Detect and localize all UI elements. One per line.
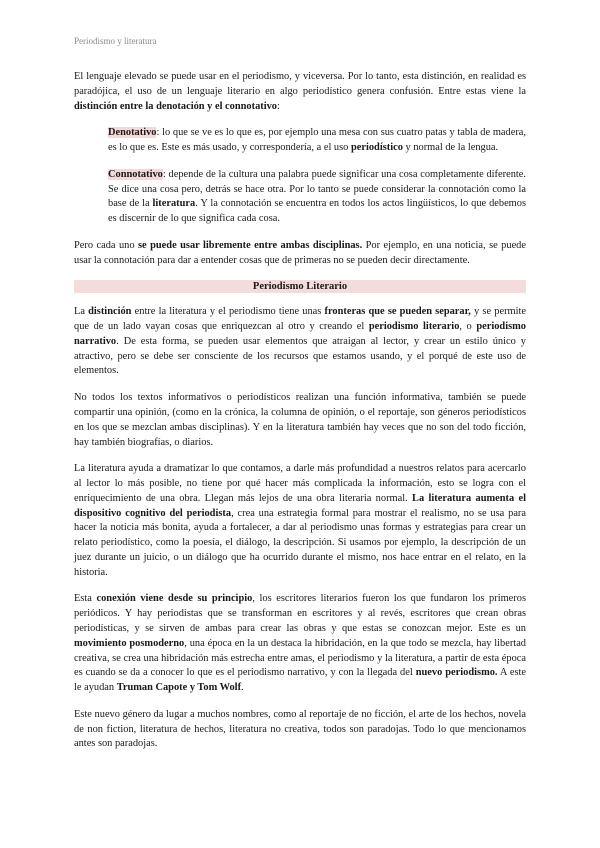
document-body <box>74 70 526 752</box>
definition-denotativo: Denotativo: lo que se ve es lo que es, por ejemplo una mesa con sus cuatro patas y tabla de madera, es lo que es. Este es más usado, y correspondería, a el uso periodístico y normal de la lengua. <box>108 127 526 154</box>
paragraph-conexion: Esta conexión viene desde su principio, los escritores literarios fueron los que fundaron los primeros periódicos. Y hay periodistas que se transforman en escritores y al revés, escritores que crean obras periodísticas, y se sirven de ambas para crear las obras y que estas se conozcan mejor. Este es un movimiento posmoderno, una época en la un destaca la hibridación, en la que todo se mezcla, hay libertad creativa, se crea una hibridación más estrecha entre amas, el periodismo y la literatura, a partir de esta época es cuando se da a conocer lo que es el periodismo narrativo, y con la llegada del nuevo periodismo. A este le ayudan Truman Capote y Tom Wolf. <box>74 593 526 694</box>
definition-connotativo: Connotativo: depende de la cultura una palabra puede significar una cosa completamente diferente. Se dice una cosa pero, detrás se hace otra. Por lo tanto se puede considerar la connotación como la base de la literatura. Y la connotación se encuentra en todos los actos lingüísticos, lo que debemos es discernir de lo que significa cada cosa. <box>108 168 526 225</box>
running-header: Periodismo y literatura <box>74 36 157 46</box>
paragraph-literatura: La literatura ayuda a dramatizar lo que contamos, a darle más profundidad a nuestros relatos para acercarlo al lector lo más posible, no tiene por qué hacer más complicada la información, esto se logra con el enriquecimiento de una obra. Llegan más lejos de una obra literaria normal. La literatura aumenta el dispositivo cognitivo del periodista, crea una estrategia formal para mostrar el realismo, no se usa para hacer la noticia más bonita, ayuda a fortalecer, a dar al periodismo unas formas y estrategias para crear un relato periodístico, como la poesía, el diálogo, la descripción. Si usamos por ejemplo, la descripción de un juez durante un juicio, o un diálogo que ha ocurrido durante el mismo, nos hace entrar en el relato, en la historia. <box>74 463 527 578</box>
paragraph-ambas: Pero cada uno se puede usar libremente entre ambas disciplinas. Por ejemplo, en una noticia, se puede usar la connotación para dar a entender cosas que de primeras no se pueden decir directamente. <box>74 239 526 266</box>
paragraph-intro: El lenguaje elevado se puede usar en el periodismo, y viceversa. Por lo tanto, esta distinción, en realidad es paradójica, el uso de un lenguaje literario en algo periodístico genera confusión. Entre estas viene la distinción entre la denotación y el connotativo: <box>74 71 526 112</box>
section-heading: Periodismo Literario <box>74 280 526 293</box>
bold-term: literatura <box>152 198 196 210</box>
highlighted-term: Denotativo <box>108 127 157 139</box>
highlighted-term: Connotativo <box>108 168 163 180</box>
paragraph-genero: Este nuevo género da lugar a muchos nombres, como al reportaje de no ficción, el arte de los hechos, novela de non fiction, literatura de hechos, literatura no creativa, todos son paradojas. Todo lo que mencionamos antes son paradojas. <box>74 708 526 750</box>
bold-term: distinción entre la denotación y el connotativo <box>74 100 278 112</box>
paragraph-distincion: La distinción entre la literatura y el periodismo tiene unas fronteras que se pueden separar, y se permite que de un lado vayan cosas que enriquezcan al otro y creando el periodismo literario, o periodismo narrativo. De esta forma, se pueden usar elementos que atraigan al lector, y crear un estilo único y atractivo, pero se debe ser consciente de los recursos que estamos usando, y el porqué de este uso de elementos. <box>74 306 526 377</box>
paragraph-textos: No todos los textos informativos o periodísticos realizan una función informativa, también se puede compartir una opinión, (como en la crónica, la columna de opinión, o el reportaje, son géneros periodísticos en los que se mezclan ambas disciplinas). Y en la literatura también hay veces que no son del todo ficción, hay también biografías, o diarios. <box>74 392 526 448</box>
bold-term: se puede usar libremente entre ambas disciplinas. <box>138 239 363 251</box>
bold-term: periodístico <box>350 142 403 154</box>
